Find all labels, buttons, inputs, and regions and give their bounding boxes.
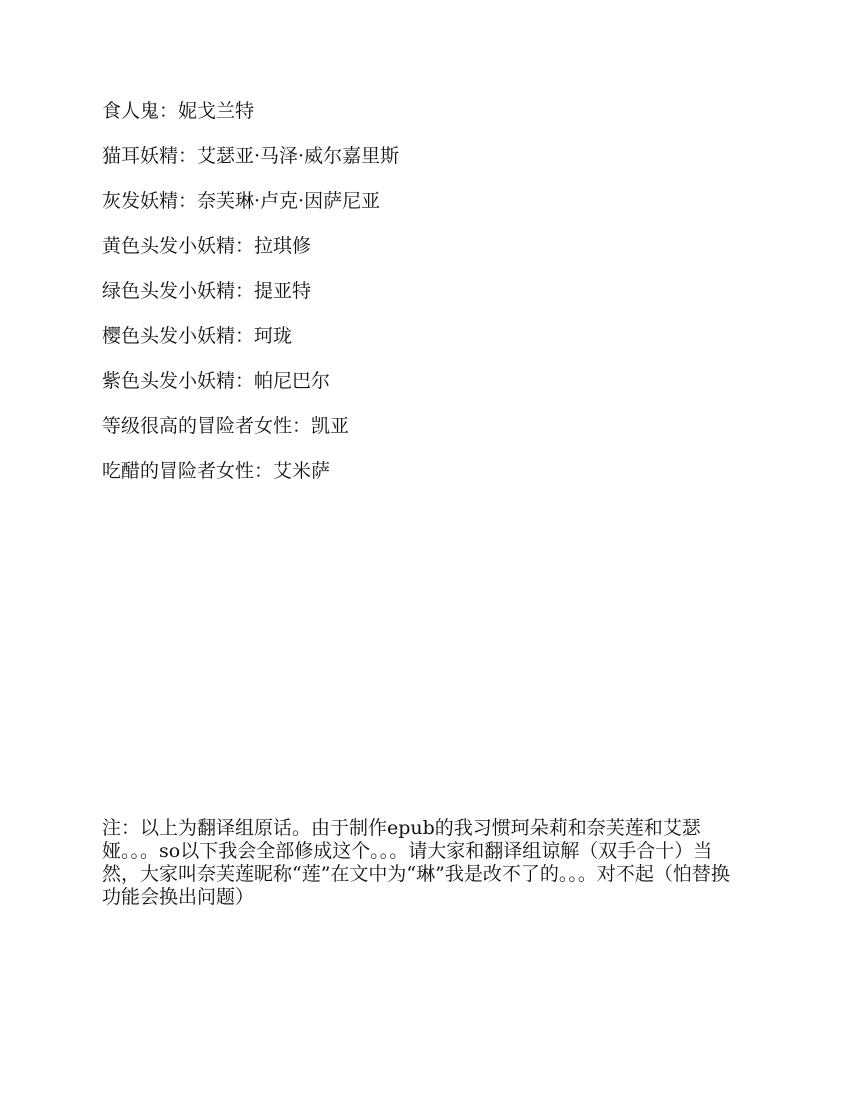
character-entry: 猫耳妖精：艾瑟亚·马泽·威尔嘉里斯 (102, 145, 400, 167)
character-entry: 等级很高的冒险者女性：凯亚 (102, 415, 350, 437)
character-list (102, 96, 742, 501)
character-entry: 绿色头发小妖精：提亚特 (102, 280, 312, 302)
character-entry: 黄色头发小妖精：拉琪修 (102, 235, 312, 257)
character-entry: 灰发妖精：奈芙琳·卢克·因萨尼亚 (102, 190, 381, 212)
character-entry: 樱色头发小妖精：珂珑 (102, 325, 293, 347)
character-entry: 紫色头发小妖精：帕尼巴尔 (102, 370, 331, 392)
translator-note: 注：以上为翻译组原话。由于制作epub的我习惯珂朵莉和奈芙莲和艾瑟娅。。。so以下我会全部修成这个。。。请大家和翻译组谅解（双手合十）当然，大家叫奈芙莲昵称“莲”在文中为“琳”我是改不了的。。。对不起（怕替换功能会换出问题） (102, 817, 730, 908)
character-entry: 吃醋的冒险者女性：艾米萨 (102, 460, 331, 482)
character-entry: 食人鬼：妮戈兰特 (102, 100, 255, 122)
